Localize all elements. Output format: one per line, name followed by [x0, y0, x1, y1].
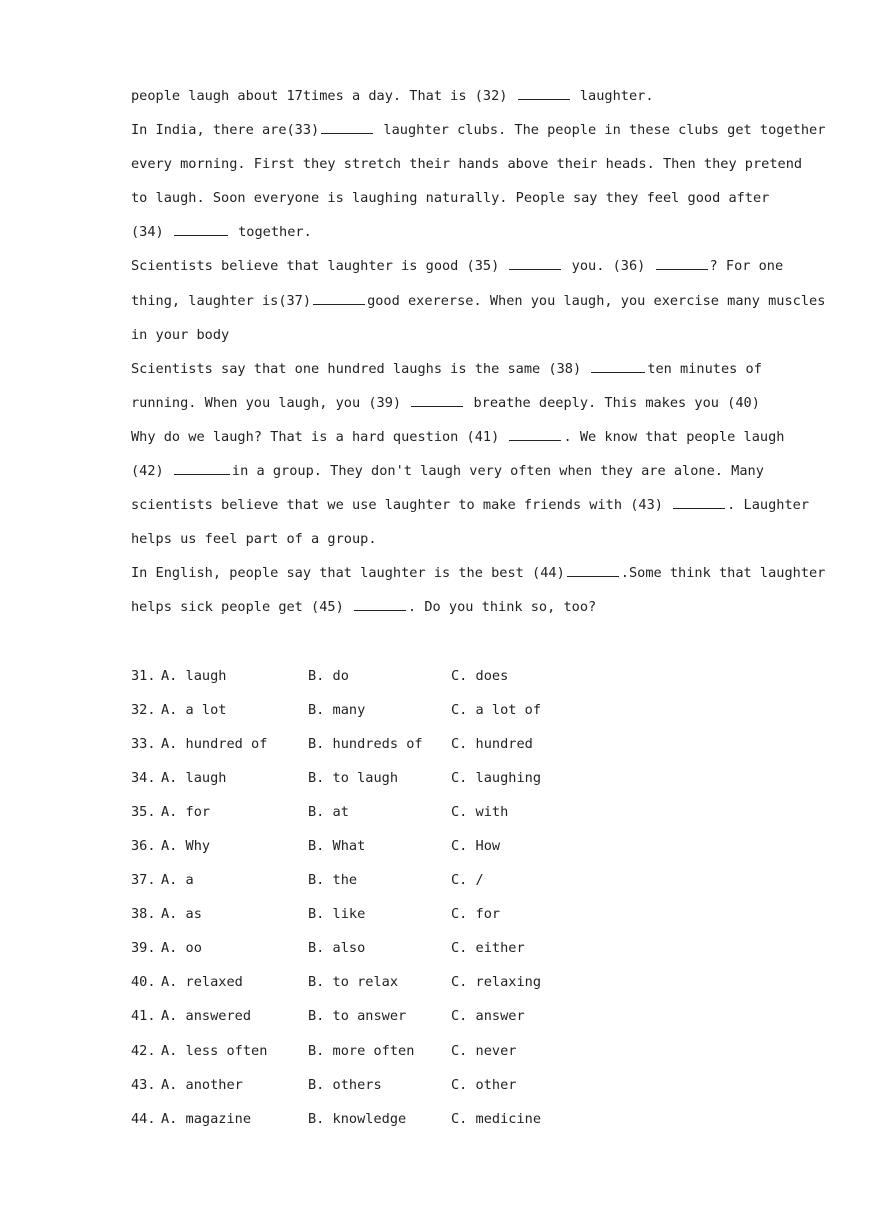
- question-number: 41.: [131, 1008, 156, 1025]
- option-row: [131, 965, 737, 999]
- passage-line: [131, 488, 809, 522]
- option-c[interactable]: C. relaxing: [451, 974, 542, 991]
- passage-line: [131, 113, 826, 147]
- option-c[interactable]: C. for: [451, 906, 501, 923]
- passage-text: people laugh about 17times a day. That is (32): [131, 88, 516, 104]
- passage-text: scientists believe that we use laughter to make friends with (43): [131, 497, 672, 514]
- passage-text: (34): [131, 224, 172, 241]
- option-c[interactable]: C. How: [451, 838, 501, 855]
- passage-text: every morning. First they stretch their hands above their heads. Then they pretend: [131, 156, 803, 173]
- passage-line: [131, 522, 737, 556]
- answer-blank[interactable]: [321, 119, 373, 134]
- passage-text: laughter.: [571, 88, 654, 104]
- exam-page: [131, 79, 826, 1136]
- option-b[interactable]: B. also: [308, 940, 366, 957]
- passage-text: .Some think that laughter: [620, 565, 826, 582]
- question-number: 34.: [131, 769, 156, 786]
- option-row: [131, 999, 737, 1033]
- cloze-passage: [131, 79, 826, 625]
- passage-text: to laugh. Soon everyone is laughing naturally. People say they feel good after: [131, 190, 770, 207]
- passage-text: thing, laughter is(37): [131, 292, 312, 309]
- question-number: 35.: [131, 803, 156, 820]
- passage-text: together.: [229, 224, 312, 241]
- option-b[interactable]: B. do: [308, 667, 349, 684]
- passage-text: ten minutes of: [647, 360, 762, 377]
- option-row: [131, 761, 737, 795]
- passage-text: ? For one: [709, 258, 784, 275]
- passage-text: in a group. They don't laugh very often when they are alone. Many: [231, 463, 764, 480]
- options-list: [131, 659, 737, 1136]
- option-a[interactable]: A. Why: [161, 838, 211, 855]
- answer-blank[interactable]: [174, 221, 228, 236]
- option-b[interactable]: B. to relax: [308, 974, 399, 991]
- option-a[interactable]: A. laugh: [161, 667, 227, 684]
- option-c[interactable]: C. /: [451, 872, 484, 889]
- option-c[interactable]: C. medicine: [451, 1110, 542, 1127]
- passage-text: In English, people say that laughter is the best (44): [131, 565, 565, 582]
- option-a[interactable]: A. magazine: [161, 1110, 252, 1127]
- option-b[interactable]: B. hundreds of: [308, 735, 423, 752]
- passage-text: . Do you think so, too?: [407, 599, 597, 616]
- option-b[interactable]: B. What: [308, 838, 366, 855]
- passage-text: . We know that people laugh: [563, 428, 785, 445]
- option-b[interactable]: B. to laugh: [308, 769, 399, 786]
- answer-blank[interactable]: [591, 358, 645, 373]
- option-c[interactable]: C. never: [451, 1042, 517, 1059]
- option-b[interactable]: B. like: [308, 906, 366, 923]
- option-a[interactable]: A. as: [161, 906, 202, 923]
- passage-line: [131, 590, 737, 624]
- passage-line: [131, 454, 764, 488]
- question-number: 32.: [131, 701, 156, 718]
- passage-line: [131, 284, 826, 318]
- option-b[interactable]: B. at: [308, 803, 349, 820]
- passage-line: [131, 386, 760, 420]
- passage-text: good exererse. When you laugh, you exercise many muscles: [367, 292, 826, 309]
- answer-blank[interactable]: [656, 255, 708, 270]
- passage-line: [131, 79, 737, 113]
- answer-blank[interactable]: [313, 290, 365, 305]
- answer-blank[interactable]: [411, 392, 463, 407]
- option-c[interactable]: C. answer: [451, 1008, 525, 1025]
- question-number: 39.: [131, 940, 156, 957]
- passage-line: [131, 147, 803, 181]
- question-number: 44.: [131, 1110, 156, 1127]
- option-c[interactable]: C. does: [451, 667, 509, 684]
- passage-line: [131, 215, 737, 249]
- answer-blank[interactable]: [354, 596, 406, 611]
- option-b[interactable]: B. knowledge: [308, 1110, 407, 1127]
- answer-blank[interactable]: [174, 460, 230, 475]
- passage-text: running. When you laugh, you (39): [131, 394, 410, 411]
- option-a[interactable]: A. relaxed: [161, 974, 243, 991]
- option-c[interactable]: C. a lot of: [451, 701, 542, 718]
- passage-line: [131, 556, 826, 590]
- option-b[interactable]: B. the: [308, 872, 358, 889]
- passage-text: helps us feel part of a group.: [131, 531, 377, 548]
- spacer: [131, 625, 737, 659]
- option-b[interactable]: B. more often: [308, 1042, 415, 1059]
- option-c[interactable]: C. either: [451, 940, 525, 957]
- option-row: [131, 897, 737, 931]
- question-number: 31.: [131, 667, 156, 684]
- option-a[interactable]: A. hundred of: [161, 735, 268, 752]
- answer-blank[interactable]: [567, 562, 619, 577]
- option-a[interactable]: A. laugh: [161, 769, 227, 786]
- option-b[interactable]: B. many: [308, 701, 366, 718]
- option-a[interactable]: A. a: [161, 872, 194, 889]
- option-b[interactable]: B. others: [308, 1076, 382, 1093]
- passage-text: . Laughter: [727, 497, 809, 514]
- option-a[interactable]: A. oo: [161, 940, 202, 957]
- option-c[interactable]: C. with: [451, 803, 509, 820]
- option-row: [131, 727, 737, 761]
- question-number: 43.: [131, 1076, 156, 1093]
- option-row: [131, 931, 737, 965]
- answer-blank[interactable]: [509, 426, 561, 441]
- passage-text: in your body: [131, 326, 230, 343]
- option-row: [131, 1068, 737, 1102]
- passage-text: Scientists believe that laughter is good (35): [131, 258, 508, 275]
- option-a[interactable]: A. another: [161, 1076, 243, 1093]
- option-c[interactable]: C. hundred: [451, 735, 533, 752]
- passage-text: (42): [131, 463, 172, 480]
- passage-text: laughter clubs. The people in these clubs get together: [375, 122, 826, 139]
- question-number: 40.: [131, 974, 156, 991]
- option-a[interactable]: A. for: [161, 803, 211, 820]
- option-a[interactable]: A. a lot: [161, 701, 227, 718]
- passage-line: [131, 249, 784, 283]
- passage-line: [131, 352, 762, 386]
- option-row: [131, 693, 737, 727]
- passage-text: Why do we laugh? That is a hard question (41): [131, 428, 508, 445]
- option-row: [131, 829, 737, 863]
- option-b[interactable]: B. to answer: [308, 1008, 407, 1025]
- answer-blank[interactable]: [509, 255, 561, 270]
- option-row: [131, 1034, 737, 1068]
- passage-text: breathe deeply. This makes you (40): [465, 394, 760, 411]
- question-number: 38.: [131, 906, 156, 923]
- option-row: [131, 1102, 737, 1136]
- passage-line: [131, 181, 770, 215]
- passage-text: Scientists say that one hundred laughs is the same (38): [131, 360, 590, 377]
- option-row: [131, 795, 737, 829]
- question-number: 33.: [131, 735, 156, 752]
- answer-blank[interactable]: [518, 85, 570, 100]
- option-c[interactable]: C. other: [451, 1076, 517, 1093]
- passage-text: you. (36): [563, 258, 654, 275]
- question-number: 37.: [131, 872, 156, 889]
- question-number: 42.: [131, 1042, 156, 1059]
- option-row: [131, 863, 737, 897]
- passage-text: helps sick people get (45): [131, 599, 352, 616]
- option-a[interactable]: A. answered: [161, 1008, 252, 1025]
- question-number: 36.: [131, 838, 156, 855]
- option-c[interactable]: C. laughing: [451, 769, 542, 786]
- passage-text: In India, there are(33): [131, 122, 320, 139]
- option-a[interactable]: A. less often: [161, 1042, 268, 1059]
- passage-line: [131, 318, 737, 352]
- answer-blank[interactable]: [673, 494, 725, 509]
- option-row: [131, 659, 737, 693]
- passage-line: [131, 420, 785, 454]
